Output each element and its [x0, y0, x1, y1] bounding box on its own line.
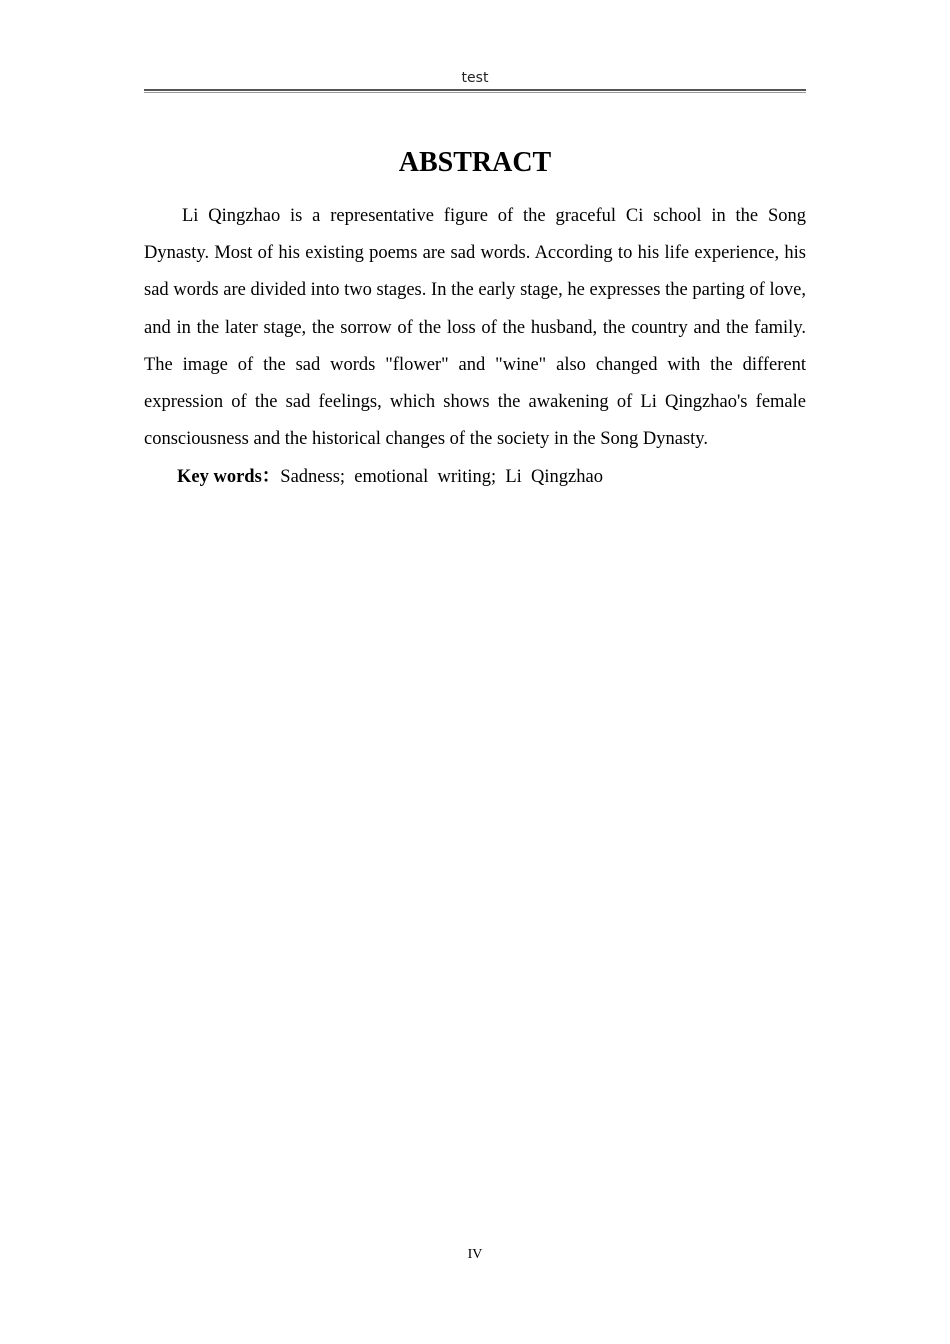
abstract-title: ABSTRACT [398, 147, 552, 178]
page-header: test [461, 70, 489, 86]
abstract-paragraph: Li Qingzhao is a representative figure of the graceful Ci school in the Song Dynasty. Most of his existing poems are sad words. According to his life experience, his sad words are divided into two stages. In the early stage, he expresses the parting of love, and in the later stage, the sorrow of the loss of the husband, the country and the family. The image of the sad words "flower" and "wine" also changed with the different expression of the sad feelings, which shows the awakening of Li Qingzhao's female consciousness and the historical changes of the society in the Song Dynasty. [144, 206, 806, 450]
header-divider-thin [144, 92, 806, 93]
keywords-label: Key words： [177, 467, 281, 487]
keywords-line [177, 459, 806, 496]
keywords-list: Sadness; emotional writing; Li Qingzhao [280, 467, 603, 487]
header-divider [144, 89, 806, 91]
page-number: IV [467, 1247, 483, 1262]
